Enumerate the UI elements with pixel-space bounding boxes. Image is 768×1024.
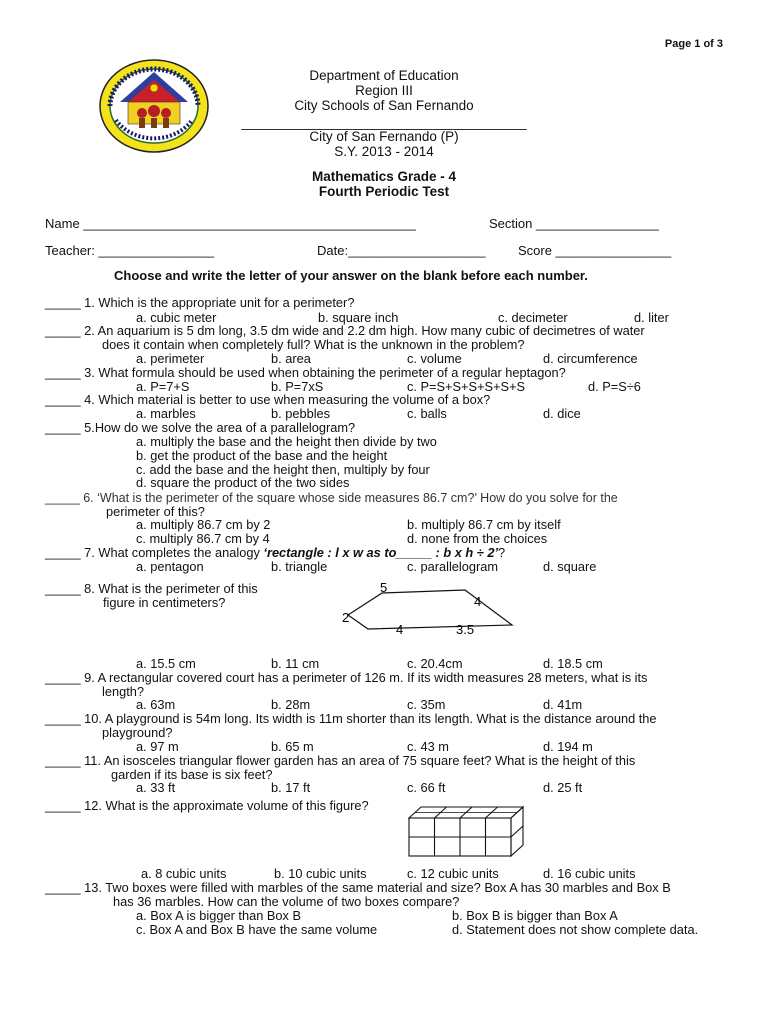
question-10-line2: playground? [102,725,173,740]
header-division: City Schools of San Fernando [294,98,474,113]
section-field: Section _________________ [489,216,659,231]
question-7-analogy: ‘rectangle : l x w as to_____ : b x h ÷ 2’ [263,545,499,560]
q5-choice-c: c. add the base and the height then, multiply by four [136,462,430,477]
q7-choice-b: b. triangle [271,559,328,574]
figure-label-4-right: 4 [474,594,482,609]
q3-choice-a: a. P=7+S [136,379,190,394]
q11-choice-c: c. 66 ft [407,780,446,795]
question-9-line2: length? [102,684,144,699]
q11-choice-a: a. 33 ft [136,780,176,795]
q10-choice-a: a. 97 m [136,739,179,754]
q10-choice-b: b. 65 m [271,739,314,754]
q9-choice-d: d. 41m [543,697,583,712]
q1-choice-a: a. cubic meter [136,310,217,325]
figure-label-2: 2 [342,610,350,625]
q13-choice-b: b. Box B is bigger than Box A [452,908,618,923]
instructions: Choose and write the letter of your answer on the blank before each number. [114,268,588,283]
question-3: _____ 3. What formula should be used when obtaining the perimeter of a regular heptagon? [45,365,566,380]
teacher-field: Teacher: ________________ [45,243,215,258]
header-region: Region III [355,83,413,98]
q5-choice-b: b. get the product of the base and the height [136,448,388,463]
q6-choice-a: a. multiply 86.7 cm by 2 [136,517,271,532]
question-12: _____ 12. What is the approximate volume of this figure? [45,798,369,813]
question-11-line2: garden if its base is six feet? [111,767,273,782]
question-9: _____ 9. A rectangular covered court has a perimeter of 126 m. If its width measures 28 meters, what is its [45,670,648,685]
test-title: Fourth Periodic Test [318,184,450,199]
rectangular-prism-figure [405,804,527,860]
question-8: _____ 8. What is the perimeter of this [45,581,258,596]
q13-choice-c: c. Box A and Box B have the same volume [136,922,378,937]
header-department: Department of Education [309,68,459,83]
figure-label-3-5: 3.5 [456,622,475,637]
q4-choice-c: c. balls [407,406,447,421]
q3-choice-c: c. P=S+S+S+S+S+S [407,379,526,394]
q8-choice-a: a. 15.5 cm [136,656,196,671]
q13-choice-d: d. Statement does not show complete data. [452,922,699,937]
q8-choice-d: d. 18.5 cm [543,656,603,671]
q4-choice-d: d. dice [543,406,581,421]
question-1: _____ 1. Which is the appropriate unit for a perimeter? [45,295,355,310]
q3-choice-b: b. P=7xS [271,379,324,394]
header-city: City of San Fernando (P) [309,129,459,144]
q12-choice-a: a. 8 cubic units [141,866,227,881]
q6-choice-b: b. multiply 86.7 cm by itself [407,517,561,532]
figure-label-5: 5 [380,580,388,595]
q1-choice-d: d. liter [634,310,669,325]
q2-choice-c: c. volume [407,351,462,366]
question-7-suffix: ? [498,545,506,560]
question-7-prefix: _____ 7. What completes the analogy [45,545,264,560]
q7-choice-c: c. parallelogram [407,559,499,574]
q5-choice-d: d. square the product of the two sides [136,475,350,490]
q3-choice-d: d. P=S÷6 [588,379,641,394]
q11-choice-d: d. 25 ft [543,780,583,795]
date-field: Date:___________________ [317,243,486,258]
question-10: _____ 10. A playground is 54m long. Its width is 11m shorter than its length. What is the distance around the [45,711,657,726]
question-8-line2: figure in centimeters? [103,595,226,610]
q10-choice-c: c. 43 m [407,739,449,754]
q4-choice-a: a. marbles [136,406,196,421]
q2-choice-d: d. circumference [543,351,638,366]
q12-choice-d: d. 16 cubic units [543,866,636,881]
q11-choice-b: b. 17 ft [271,780,311,795]
q9-choice-c: c. 35m [407,697,446,712]
q12-choice-c: c. 12 cubic units [407,866,499,881]
pentagon-figure [330,578,520,640]
page-number: Page 1 of 3 [664,38,723,50]
q5-choice-a: a. multiply the base and the height then divide by two [136,434,437,449]
q9-choice-b: b. 28m [271,697,311,712]
q9-choice-a: a. 63m [136,697,176,712]
q8-choice-b: b. 11 cm [271,656,320,671]
q12-choice-b: b. 10 cubic units [274,866,367,881]
question-13-line2: has 36 marbles. How can the volume of two boxes compare? [113,894,460,909]
q4-choice-b: b. pebbles [271,406,331,421]
question-4: _____ 4. Which material is better to use when measuring the volume of a box? [45,392,491,407]
q2-choice-a: a. perimeter [136,351,205,366]
test-subject: Mathematics Grade - 4 [311,169,457,184]
figure-label-4-bottom: 4 [396,622,404,637]
question-6 [45,491,618,505]
question-13: _____ 13. Two boxes were filled with marbles of the same material and size? Box A has 30 marbles and Box B [45,880,671,895]
question-7 [45,546,505,560]
q7-choice-a: a. pentagon [136,559,204,574]
q1-choice-c: c. decimeter [498,310,568,325]
q10-choice-d: d. 194 m [543,739,593,754]
question-2-line2: does it contain when completely full? What is the unknown in the problem? [102,337,525,352]
q13-choice-a: a. Box A is bigger than Box B [136,908,302,923]
q6-choice-d: d. none from the choices [407,531,548,546]
question-2: _____ 2. An aquarium is 5 dm long, 3.5 dm wide and 2.2 dm high. How many cubic of decimetres of water [45,323,645,338]
score-field: Score ________________ [518,243,672,258]
q8-choice-c: c. 20.4cm [407,656,463,671]
question-5: _____ 5.How do we solve the area of a parallelogram? [45,420,356,435]
header-blank-line: ______________________________________ [241,115,527,130]
q2-choice-b: b. area [271,351,311,366]
question-6-text: _____ 6. ‘What is the perimeter of the square whose side measures 86.7 cm?’ How do you solve for the [45,491,618,505]
question-11: _____ 11. An isosceles triangular flower garden has an area of 75 square feet? What is the height of this [45,753,636,768]
header-school-year: S.Y. 2013 - 2014 [334,144,434,159]
q7-choice-d: d. square [543,559,597,574]
q6-choice-c: c. multiply 86.7 cm by 4 [136,531,270,546]
question-6-line2: perimeter of this? [106,504,205,519]
name-field: Name ______________________________________________ [45,216,416,231]
q1-choice-b: b. square inch [318,310,399,325]
